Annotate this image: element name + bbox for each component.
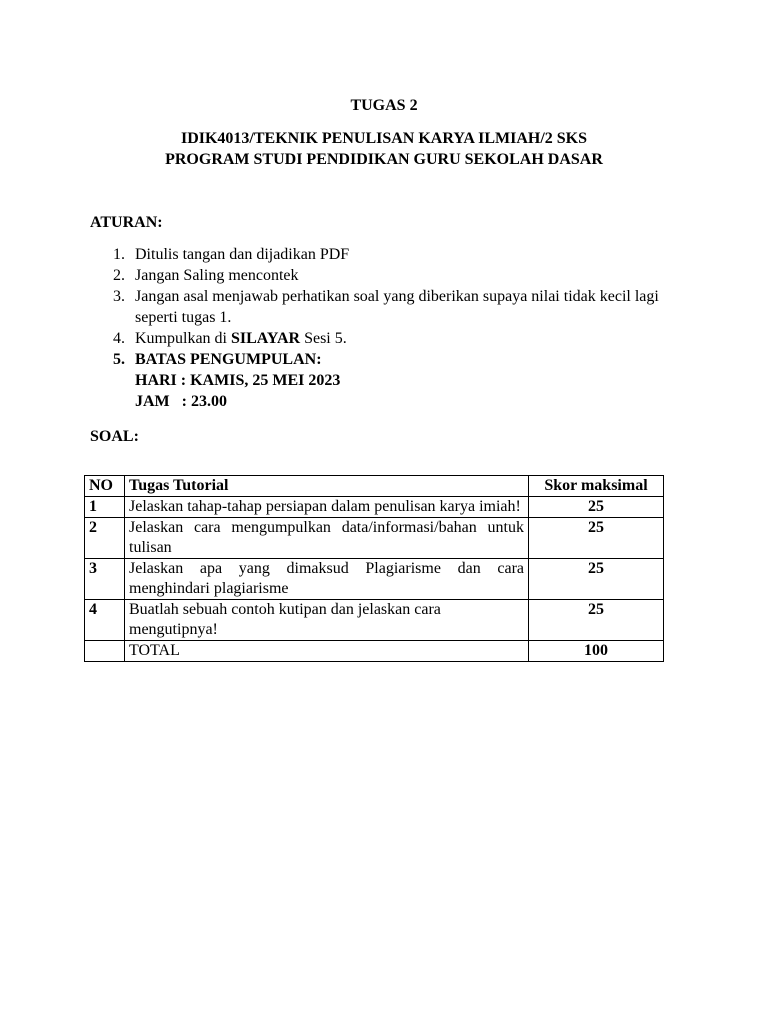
rule-number: 3. (113, 288, 125, 305)
total-label: TOTAL (125, 641, 529, 662)
deadline-day: HARI : KAMIS, 25 MEI 2023 (135, 372, 341, 389)
rule-item (113, 286, 673, 328)
rule-text: Ditulis tangan dan dijadikan PDF (135, 246, 350, 263)
course-code: IDIK4013/TEKNIK PENULISAN KARYA ILMIAH/2 SKS (180, 130, 588, 147)
rule-item (113, 244, 673, 265)
question-score: 25 (529, 559, 664, 600)
rule-number: 4. (113, 330, 125, 347)
table-header-row (85, 476, 664, 497)
table-row (85, 518, 664, 559)
column-header-no: NO (85, 476, 125, 497)
table-row (85, 497, 664, 518)
document-title: TUGAS 2 (350, 97, 418, 114)
question-number: 1 (85, 497, 125, 518)
question-text: Jelaskan cara mengumpulkan data/informasi/bahan untuk tulisan (125, 518, 529, 559)
column-header-task: Tugas Tutorial (125, 476, 529, 497)
rule-number: 5. (113, 351, 125, 368)
rules-heading: ATURAN: (90, 214, 163, 231)
rule-text: Jangan Saling mencontek (135, 267, 299, 284)
question-score: 25 (529, 518, 664, 559)
question-text: Jelaskan apa yang dimaksud Plagiarisme dan cara menghindari plagiarisme (125, 559, 529, 600)
rule-item-deadline (113, 349, 673, 412)
deadline-time: JAM : 23.00 (135, 393, 227, 410)
table-row (85, 559, 664, 600)
questions-table (84, 475, 664, 662)
rule-emphasis: SILAYAR (231, 330, 301, 347)
questions-heading: SOAL: (90, 428, 139, 445)
deadline-heading: BATAS PENGUMPULAN: (135, 351, 322, 368)
question-score: 25 (529, 497, 664, 518)
column-header-score: Skor maksimal (529, 476, 664, 497)
rule-item (113, 328, 673, 349)
study-program: PROGRAM STUDI PENDIDIKAN GURU SEKOLAH DASAR (165, 151, 603, 168)
rule-text-before: Kumpulkan di (135, 330, 231, 347)
question-number: 3 (85, 559, 125, 600)
question-text: Jelaskan tahap-tahap persiapan dalam penulisan karya imiah! (125, 497, 529, 518)
total-score: 100 (529, 641, 664, 662)
rule-number: 1. (113, 246, 125, 263)
table-row (85, 600, 664, 641)
rule-number: 2. (113, 267, 125, 284)
question-score: 25 (529, 600, 664, 641)
table-total-row (85, 641, 664, 662)
rule-text: Jangan asal menjawab perhatikan soal yang diberikan supaya nilai tidak kecil lagi seperti tugas 1. (135, 288, 659, 326)
rules-list (113, 244, 673, 412)
total-number-cell (85, 641, 125, 662)
question-number: 2 (85, 518, 125, 559)
rule-text-after: Sesi 5. (300, 330, 347, 347)
question-text: Buatlah sebuah contoh kutipan dan jelaskan cara mengutipnya! (125, 600, 529, 641)
rule-item (113, 265, 673, 286)
question-number: 4 (85, 600, 125, 641)
